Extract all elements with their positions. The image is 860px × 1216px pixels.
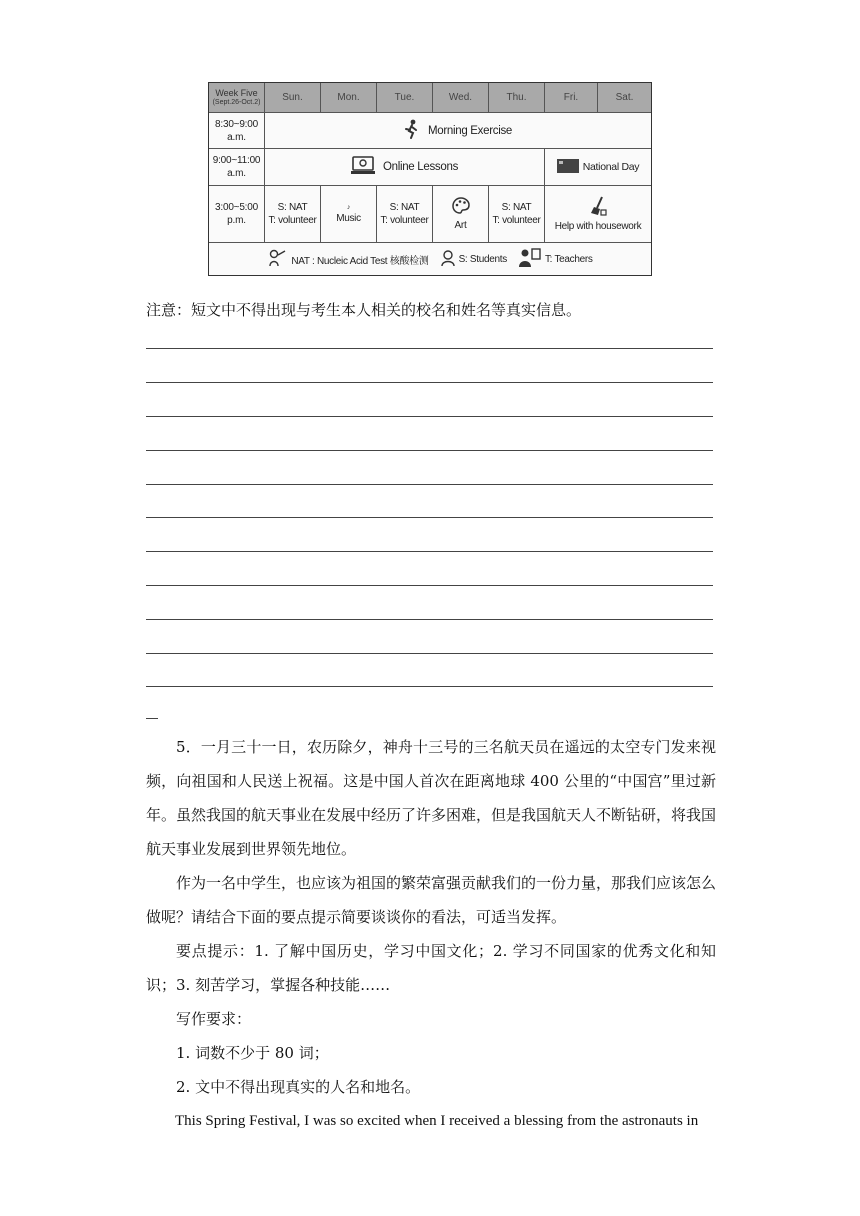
afternoon-wed-cell — [433, 186, 489, 243]
afternoon-thu-cell — [489, 186, 545, 243]
art-label: Art — [454, 219, 467, 231]
legend-students-label: S: Students — [458, 253, 507, 265]
online-lessons-cell — [265, 149, 545, 186]
schedule-table — [208, 82, 652, 276]
students-activity: S: NAT — [389, 202, 420, 213]
time-start: 8:30~9:00 — [215, 118, 258, 130]
time-period: a.m. — [227, 131, 246, 143]
broom-icon — [589, 196, 607, 220]
day-header-wed: Wed. — [433, 83, 489, 113]
legend-nat-label: NAT : Nucleic Acid Test 核酸检测 — [291, 255, 429, 267]
teacher-icon — [519, 248, 541, 271]
answer-line[interactable] — [146, 382, 713, 383]
morning-exercise-label: Morning Exercise — [427, 124, 513, 137]
answer-line[interactable] — [146, 619, 713, 620]
national-day-label: National Day — [582, 161, 640, 173]
time-cell-afternoon — [209, 186, 265, 243]
students-activity: S: NAT — [501, 202, 532, 213]
day-header-sat: Sat. — [598, 83, 651, 113]
day-header-thu: Thu. — [489, 83, 545, 113]
afternoon-tue-cell — [377, 186, 433, 243]
music-note-icon: ♪ — [346, 203, 351, 211]
answer-line[interactable] — [146, 517, 713, 518]
swab-test-icon — [267, 248, 287, 271]
music-label: Music — [336, 212, 361, 224]
schedule-legend — [209, 243, 651, 275]
legend-teachers — [519, 248, 593, 271]
day-header-fri: Fri. — [545, 83, 598, 113]
time-cell-lessons — [209, 149, 265, 186]
time-start: 3:00~5:00 — [215, 202, 258, 213]
time-cell-morning — [209, 113, 265, 149]
answer-line[interactable] — [146, 348, 713, 349]
legend-teachers-label: T: Teachers — [544, 253, 593, 265]
week-dates: (Sept.26-Oct.2) — [212, 98, 261, 106]
question-5-intro: 5．一月三十一日，农历除夕，神舟十三号的三名航天员在遥远的太空专门发来视频，向祖国和人民送上祝福。这是中国人首次在距离地球 400 公里的“中国宫”里过新年。虽然我国的航天事业在发展中经历了许多困难，但是我国航天人不断钻研，将我国航天事业发展到世界领先地位。 — [146, 738, 717, 858]
week-title: Week Five — [215, 87, 258, 98]
student-icon — [441, 249, 455, 270]
morning-exercise-cell — [265, 113, 651, 149]
teachers-activity: T: volunteer — [268, 215, 317, 226]
running-person-icon — [404, 119, 420, 142]
question-5-task: 作为一名中学生，也应该为祖国的繁荣富强贡献我们的一份力量，那我们应该怎么做呢？请结合下面的要点提示简要谈谈你的看法，可适当发挥。 — [146, 874, 717, 926]
requirement-1: 1. 词数不少于 80 词； — [176, 1044, 329, 1062]
answer-line[interactable] — [146, 585, 713, 586]
legend-nat — [267, 248, 428, 271]
legend-students — [441, 249, 507, 270]
computer-icon — [351, 156, 375, 179]
flag-icon — [557, 158, 579, 177]
question-5-hints: 要点提示：1. 了解中国历史，学习中国文化；2. 学习不同国家的优秀文化和知识；3. 刻苦学习，掌握各种技能…… — [146, 942, 716, 994]
national-day-cell — [545, 149, 651, 186]
day-header-mon: Mon. — [321, 83, 377, 113]
afternoon-mon-cell — [321, 186, 377, 243]
palette-icon — [452, 197, 470, 219]
essay-opening-sentence: This Spring Festival, I was so excited when I received a blessing from the astronauts in — [175, 1113, 699, 1129]
writing-note: 注意：短文中不得出现与考生本人相关的校名和姓名等真实信息。 — [146, 301, 582, 319]
time-period: p.m. — [227, 215, 246, 226]
answer-line[interactable] — [146, 551, 713, 552]
answer-line[interactable] — [146, 416, 713, 417]
answer-line[interactable] — [146, 653, 713, 654]
answer-line[interactable] — [146, 484, 713, 485]
day-header-sun: Sun. — [265, 83, 321, 113]
answer-line-end[interactable] — [146, 718, 158, 719]
housework-label: Help with housework — [554, 220, 642, 232]
online-lessons-label: Online Lessons — [382, 161, 459, 173]
teachers-activity: T: volunteer — [380, 215, 429, 226]
week-header-cell — [209, 83, 265, 113]
day-header-tue: Tue. — [377, 83, 433, 113]
afternoon-fri-sat-cell — [545, 186, 651, 243]
answer-line[interactable] — [146, 450, 713, 451]
students-activity: S: NAT — [277, 202, 308, 213]
requirement-2: 2. 文中不得出现真实的人名和地名。 — [176, 1078, 421, 1096]
time-period: a.m. — [227, 168, 246, 179]
answer-line[interactable] — [146, 686, 713, 687]
time-start: 9:00~11:00 — [212, 155, 261, 166]
writing-requirements-heading: 写作要求： — [176, 1010, 252, 1028]
teachers-activity: T: volunteer — [492, 215, 541, 226]
afternoon-sun-cell — [265, 186, 321, 243]
